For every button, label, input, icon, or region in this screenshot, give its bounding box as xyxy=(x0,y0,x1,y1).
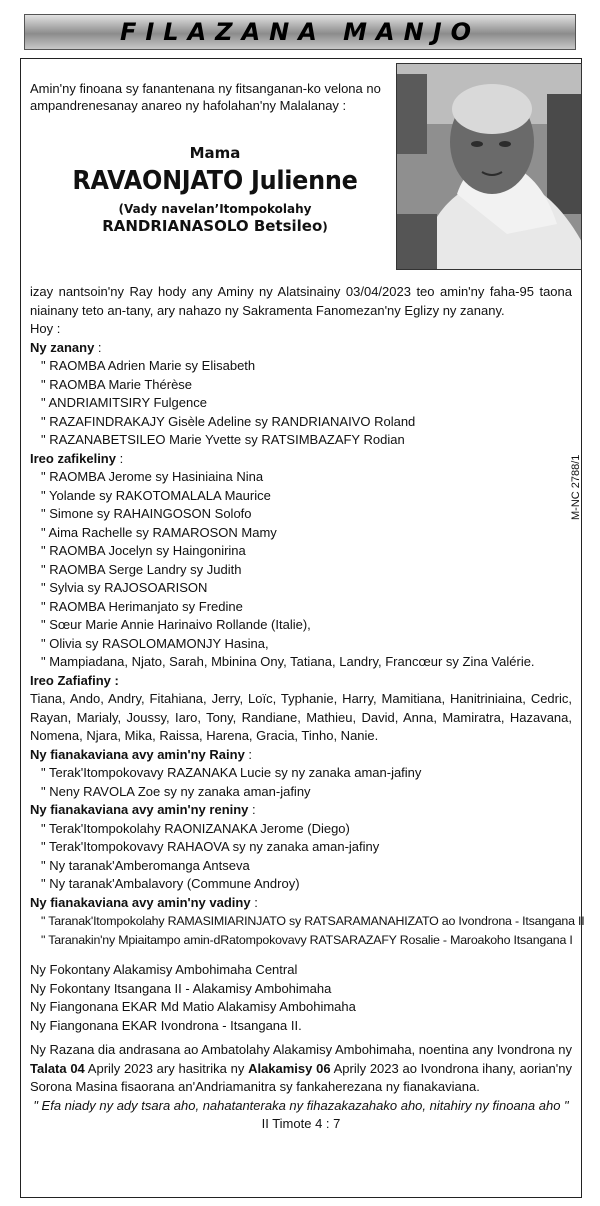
list-item: " Simone sy RAHAINGOSON Solofo xyxy=(41,506,252,521)
list-item: " Ny taranak'Amberomanga Antseva xyxy=(41,857,250,873)
grandchildren-heading-text: Ireo zafikeliny xyxy=(30,450,116,466)
banner-title: FILAZANA MANJO xyxy=(119,18,481,46)
list-item: " RAOMBA Adrien Marie sy Elisabeth xyxy=(41,358,256,373)
mother-family-heading xyxy=(30,801,572,820)
funeral-date-1: Talata 04 xyxy=(30,1060,85,1076)
list-item: " Terak'Itompokovavy RAZANAKA Lucie sy ny zanaka aman-jafiny xyxy=(41,765,422,780)
spouse-family-heading-text: Ny fianakaviana avy amin'ny vadiny xyxy=(30,894,251,910)
portrait-photo xyxy=(396,63,582,270)
mother-family-heading-colon: : xyxy=(248,802,256,817)
place-item: Ny Fiangonana EKAR Ivondrona - Itsangana II. xyxy=(30,1017,302,1033)
father-family-heading xyxy=(30,746,572,765)
list-item: " RAOMBA Serge Landry sy Judith xyxy=(41,561,242,577)
funeral-text-1: Ny Razana dia andrasana ao Ambatolahy Alakamisy Ambohimaha, noentina any Ivondrona ny xyxy=(30,1042,573,1057)
list-item: " Aima Rachelle sy RAMAROSON Mamy xyxy=(41,524,277,540)
list-item: " RAOMBA Jocelyn sy Haingonirina xyxy=(41,543,246,558)
spouse-name-text: RANDRIANASOLO Betsileo xyxy=(102,217,323,235)
spacer xyxy=(30,949,572,961)
children-heading-colon: : xyxy=(94,339,102,355)
list-item: " RAOMBA Marie Thérèse xyxy=(41,376,193,392)
grandchildren-heading-colon: : xyxy=(115,450,124,466)
father-family-heading-text: Ny fianakaviana avy amin'ny Rainy xyxy=(30,746,245,762)
portrait-photo-icon xyxy=(397,64,582,270)
list-item: " RAZAFINDRAKAJY Gisèle Adeline sy RANDRIANAIVO Roland xyxy=(41,413,416,429)
hoy-label: Hoy : xyxy=(30,321,61,336)
funeral-date-2: Alakamisy 06 xyxy=(248,1060,331,1076)
great-grandchildren-text: Tiana, Ando, Andry, Fitahiana, Jerry, Loïc, Typhanie, Harry, Mamitiana, Hanitriniaina, Cedric, Rayan, Marialy, Joussy, Iaro, Tony, Randiane, Mathieu, David, Anna, Mamiratra, Hazavana, Nomena, Njara, Mika, Raissa, Harena, Gracia, Tinho, Nanie. xyxy=(30,691,572,743)
bible-reference: II Timote 4 : 7 xyxy=(261,1116,341,1131)
children-heading xyxy=(30,339,572,358)
list-item: " Ny taranak'Ambalavory (Commune Androy) xyxy=(41,876,300,891)
deceased-title: Mama xyxy=(189,144,241,162)
list-item: " Olivia sy RASOLOMAMONJY Hasina, xyxy=(41,635,269,651)
intro-text: Amin'ny finoana sy fanantenana ny fitsanganan-ko velona no ampandrenesanay anareo ny hafolahan'ny Malalanay : xyxy=(30,81,381,113)
reference-code: M-NC 2788/1 xyxy=(570,454,582,520)
spouse-name xyxy=(30,217,400,235)
bible-quote: " Efa niady ny ady tsara aho, nahatanteraka ny fihazakazahako aho, nitahiry ny finoana aho " xyxy=(33,1097,569,1113)
list-item: " RAOMBA Herimanjato sy Fredine xyxy=(41,598,243,614)
list-item: " ANDRIAMITSIRY Fulgence xyxy=(41,395,207,410)
place-item: Ny Fokontany Itsangana II - Alakamisy Ambohimaha xyxy=(30,980,332,996)
header-banner xyxy=(24,14,576,50)
list-item: " RAZANABETSILEO Marie Yvette sy RATSIMBAZAFY Rodian xyxy=(41,432,405,447)
list-item: " Sœur Marie Annie Harinaivo Rollande (Italie), xyxy=(41,617,311,632)
list-item: " Terak'Itompokovavy RAHAOVA sy ny zanaka aman-jafiny xyxy=(41,839,380,854)
place-item: Ny Fokontany Alakamisy Ambohimaha Central xyxy=(30,962,298,977)
list-item: " Mampiadana, Njato, Sarah, Mbinina Ony, Tatiana, Landry, Francœur sy Zina Valérie. xyxy=(41,654,535,669)
list-item: " RAOMBA Jerome sy Hasiniaina Nina xyxy=(41,469,264,484)
list-item: " Terak'Itompokolahy RAONIZANAKA Jerome (Diego) xyxy=(41,820,350,836)
funeral-text-3: Aprily 2023 ao Ivondrona ihany, aorian'ny Sorona Masina fisaorana an'Andriamanitra sy fankaherezana ny fianakaviana. xyxy=(30,1060,572,1094)
deceased-name-block xyxy=(30,142,400,235)
mother-family-heading-text: Ny fianakaviana avy amin'ny reniny xyxy=(30,802,249,817)
deceased-name: RAVAONJATO Julienne xyxy=(72,166,358,196)
list-item: " Taranakin'ny Mpiaitampo amin-dRatompokovavy RATSARAZAFY Rosalie - Maroakoho Itsangana I xyxy=(41,932,573,947)
announcement-text: izay nantsoin'ny Ray hody any Aminy ny Alatsinainy 03/04/2023 teo amin'ny faha-95 taona niainany teto an-tany, ary nahazo ny Sakramenta Fanomezan'ny Eglizy ny zanany. xyxy=(30,284,572,318)
list-item: " Sylvia sy RAJOSOARISON xyxy=(41,580,208,595)
list-item: " Taranak'Itompokolahy RAMASIMIARINJATO sy RATSARAMANAHIZATO ao Ivondrona - Itsangana II xyxy=(41,914,585,928)
grandchildren-heading xyxy=(30,450,572,469)
spouse-line: (Vady navelan’Itompokolahy xyxy=(118,202,312,216)
children-heading-text: Ny zanany xyxy=(30,339,95,355)
spouse-family-heading-colon: : xyxy=(250,894,258,910)
funeral-text-2: Aprily 2023 ary hasitrika ny xyxy=(84,1060,249,1076)
list-item: " Yolande sy RAKOTOMALALA Maurice xyxy=(41,487,271,503)
spouse-family-heading xyxy=(30,894,572,913)
list-item: " Neny RAVOLA Zoe sy ny zanaka aman-jafiny xyxy=(41,783,311,799)
place-item: Ny Fiangonana EKAR Md Matio Alakamisy Ambohimaha xyxy=(30,999,356,1014)
spouse-paren: ) xyxy=(322,220,328,234)
great-grandchildren-heading: Ireo Zafiafiny : xyxy=(30,672,119,688)
father-family-heading-colon: : xyxy=(244,746,253,762)
funeral-text xyxy=(30,1041,572,1097)
